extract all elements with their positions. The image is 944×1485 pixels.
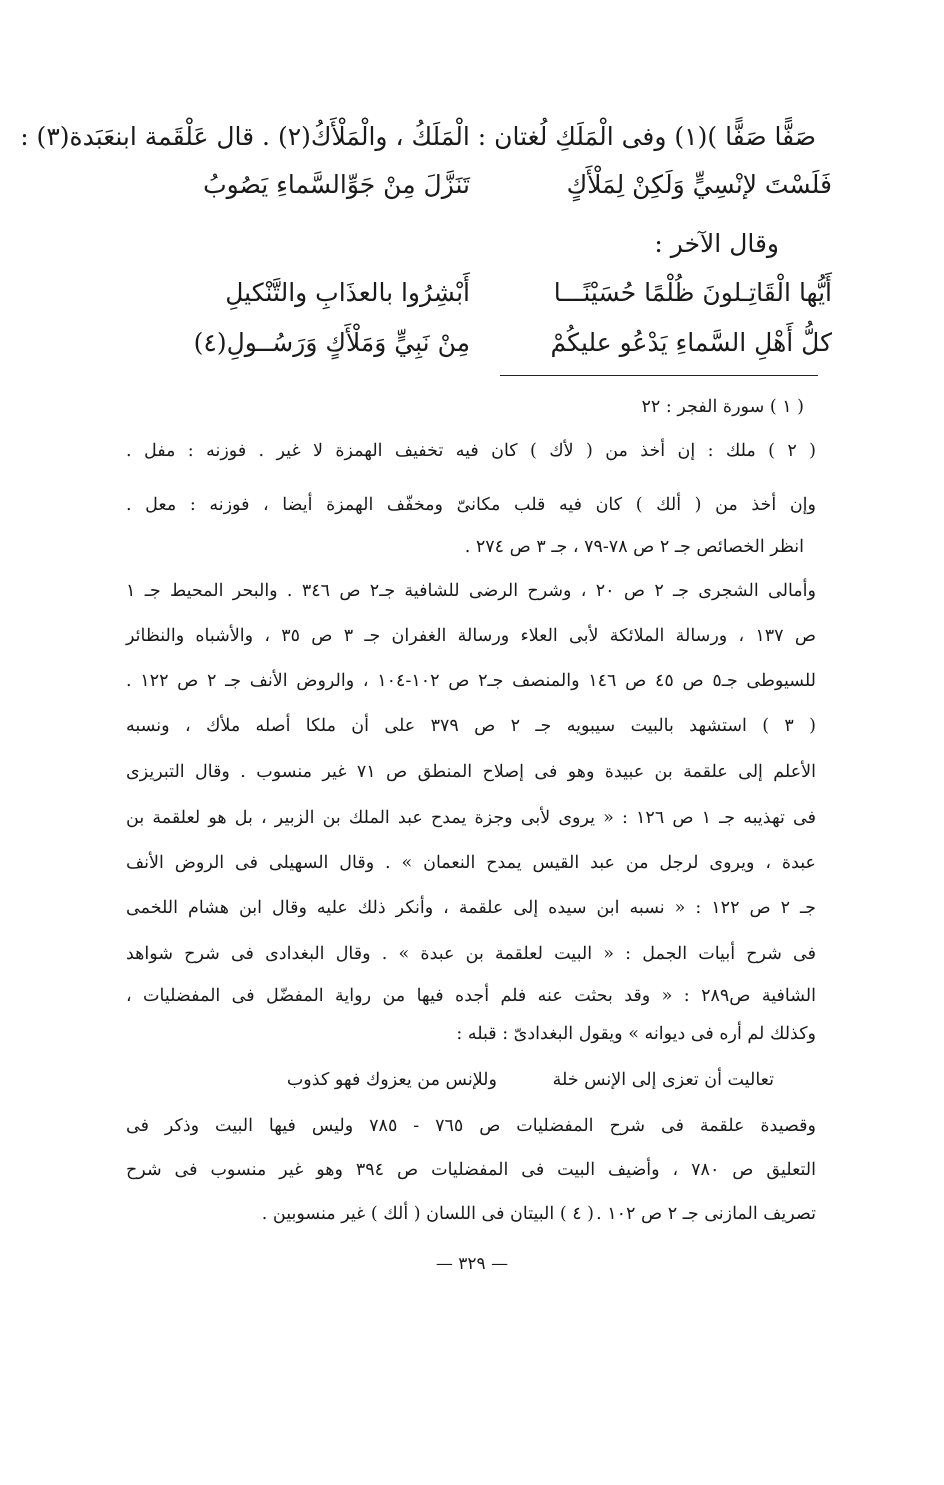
footnote-2-line-3: انظر الخصائص جـ ٢ ص ٧٨-٧٩ ، جـ ٣ ص ٢٧٤ .	[464, 537, 804, 557]
footnote-3-line-11: تصريف المازنى جـ ٢ ص ١٠٢ .	[596, 1204, 816, 1224]
footnote-3-line-7: الشافية ص٢٨٩ : « وقد بحثت عنه فلم أجده فيها من رواية المفضّل فى المفضليات ،	[126, 986, 816, 1006]
footnote-3-line-10: التعليق ص ٧٨٠ ، وأضيف البيت فى المفضليات ص ٣٩٤ وهو غير منسوب فى شرح	[126, 1160, 816, 1180]
footnote-3-line-1: ( ٣ ) استشهد بالبيت سيبويه جـ ٢ ص ٣٧٩ على أن ملكا أصله ملأك ، ونسبه	[126, 716, 816, 736]
verse-3-first-hemistich: كلُّ أَهْلِ السَّماءِ يَدْعُو عليكُمْ	[550, 328, 832, 357]
page-number: — ٣٢٩ —	[435, 1254, 509, 1274]
footnote-3-quoted-verse: تعاليت أن تعزى إلى الإنس خلة ‏ ‏ ‏ ‏ ‏ ‏ ‏ ‏ ‏ وللإنس من يعزوك فهو كذوب	[286, 1070, 774, 1090]
main-text-line-1: صَفًّا صَفًّا )(١) وفى الْمَلَكِ لُغتان : الْمَلَكُ ، والْمَلْأَكُ(٢) . قال عَلْقَمة ابنعَبَدة(٣) :	[20, 122, 816, 151]
footnote-3-line-4: عبدة ، ويروى لرجل من عبد القيس يمدح النعمان » . وقال السهيلى فى الروض الأنف	[126, 853, 816, 873]
footnote-4: ( ٤ ) البيتان فى اللسان ( ألك ) غير منسوبين .	[261, 1204, 594, 1224]
footnote-1: ( ١ ) سورة الفجر : ٢٢	[641, 397, 804, 417]
verse-1-first-hemistich: فَلَسْتَ لإنْسِيٍّ وَلَكِنْ لِمَلْأَكٍ	[566, 170, 832, 199]
verse-1-second-hemistich: تَنَزَّلَ مِنْ جَوِّالسَّماءِ يَصُوبُ	[203, 170, 470, 199]
footnote-3-line-5: جـ ٢ ص ١٢٢ : « نسبه ابن سيده إلى علقمة ، وأنكر ذلك عليه وقال ابن هشام اللخمى	[126, 898, 816, 918]
footnote-3-line-8: وكذلك لم أره فى ديوانه » ويقول البغدادىّ : قبله :	[456, 1024, 816, 1044]
verse-2-first-hemistich: أَيُّها الْقَاتِـلونَ ظُلْمًا حُسَيْنًـــا	[553, 278, 832, 307]
footnote-3-line-2: الأعلم إلى علقمة بن عبيدة وهو فى إصلاح المنطق ص ٧١ غير منسوب . وقال التبريزى	[126, 762, 816, 782]
verse-2-second-hemistich: أَبْشِرُوا بالعذَابِ والتَّنْكيلِ	[225, 278, 470, 307]
footnote-2-line-5: ص ١٣٧ ، ورسالة الملائكة لأبى العلاء ورسالة الغفران جـ ٣ ص ٣٥ ، والأشباه والنظائر	[126, 626, 816, 646]
footnote-3-line-6: فى شرح أبيات الجمل : « البيت لعلقمة بن عبدة » . وقال البغدادى فى شرح شواهد	[126, 944, 816, 964]
footnote-3-line-9: وقصيدة علقمة فى شرح المفضليات ص ٧٦٥ - ٧٨٥ وليس فيها البيت وذكر فى	[126, 1116, 816, 1136]
footnote-2-line-1: ( ٢ ) ملك : إن أخذ من ( لأك ) كان فيه تخفيف الهمزة لا غير . فوزنه : مفل .	[126, 441, 817, 461]
footnote-2-line-4: وأمالى الشجرى جـ ٢ ص ٢٠ ، وشرح الرضى للشافية جـ٢ ص ٣٤٦ . والبحر المحيط جـ ١	[126, 581, 816, 601]
verse-3-second-hemistich: مِنْ نَبِيٍّ وَمَلْأَكٍ وَرَسُــولِ(٤)	[193, 328, 470, 357]
footnote-3-line-3: فى تهذيبه جـ ١ ص ١٢٦ : « يروى لأبى وجزة يمدح عبد الملك بن الزبير ، بل هو لعلقمة بن	[126, 808, 816, 828]
intro-other-poet: وقال الآخر :	[654, 229, 779, 258]
footnote-2-line-6: للسيوطى جـ٥ ص ٤٥ ص ١٤٦ والمنصف جـ٢ ص ١٠٢-١٠٤ ، والروض الأنف جـ ٢ ص ١٢٢ .	[126, 671, 816, 691]
footnote-separator-rule	[500, 375, 818, 376]
footnote-2-line-2: وإن أخذ من ( ألك ) كان فيه قلب مكانىّ ومخفّف الهمزة أيضا ، فوزنه : معل .	[126, 495, 816, 515]
